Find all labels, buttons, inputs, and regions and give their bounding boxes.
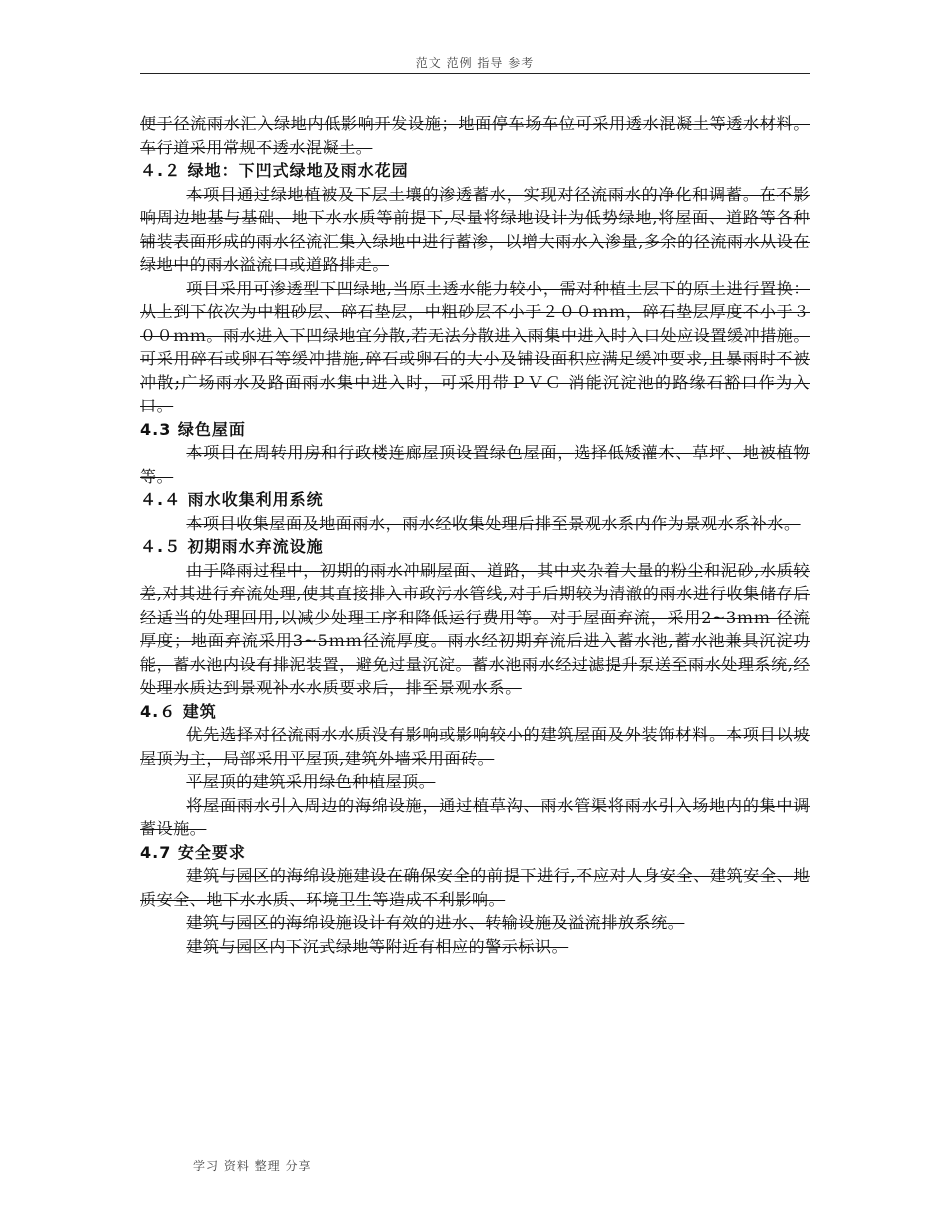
- section-heading: 4.６ 建筑: [140, 701, 217, 721]
- paragraph: 优先选择对径流雨水水质没有影响或影响较小的建筑屋面及外装饰材料。本项目以坡屋顶为主，局部采用平屋顶,建筑外墙采用面砖。: [140, 725, 810, 768]
- paragraph: 本项目通过绿地植被及下层土壤的渗透蓄水，实现对径流雨水的净化和调蓄。在不影响周边地基与基础、地下水水质等前提下,尽量将绿地设计为低势绿地,将屋面、道路等各种铺装表面形成的雨水径流汇集入绿地中进行蓄渗，以增大雨水入渗量,多余的径流雨水从设在绿地中的雨水溢流口或道路排走。: [140, 184, 810, 274]
- paragraph: 建筑与园区的海绵设施建设在确保安全的前提下进行,不应对人身安全、建筑安全、地质安全、地下水水质、环境卫生等造成不利影响。: [140, 866, 810, 909]
- section-heading: ４.５ 初期雨水弃流设施: [140, 537, 324, 556]
- header-rule: [140, 73, 810, 74]
- section-heading: 4.7 安全要求: [140, 842, 246, 862]
- page-header: 范文 范例 指导 参考: [415, 56, 535, 70]
- document-body: [140, 112, 810, 958]
- paragraph: 建筑与园区的海绵设施设计有效的进水、转输设施及溢流排放系统。: [186, 913, 685, 932]
- paragraph: 将屋面雨水引入周边的海绵设施，通过植草沟、雨水管渠将雨水引入场地内的集中调蓄设施。: [140, 795, 810, 838]
- paragraph: 便于径流雨水汇入绿地内低影响开发设施；地面停车场车位可采用透水混凝土等透水材料。车行道采用常规不透水混凝土。: [140, 114, 810, 157]
- paragraph: 项目采用可渗透型下凹绿地,当原土透水能力较小，需对种植土层下的原土进行置换：从上到下依次为中粗砂层、碎石垫层，中粗砂层不小于２００ｍｍ，碎石垫层厚度不小于３００ｍｍ。雨水进入下凹绿地宜分散,若无法分散进入雨集中进入时入口处应设置缓冲措施。可采用碎石或卵石等缓冲措施,碎石或卵石的大小及铺设面积应满足缓冲要求,且暴雨时不被冲散;广场雨水及路面雨水集中进入时，可采用带ＰＶＣ 消能沉淀池的路缘石豁口作为入口。: [140, 278, 810, 415]
- section-heading: ４.２ 绿地：下凹式绿地及雨水花园: [140, 161, 409, 180]
- page-footer: 学习 资料 整理 分享: [193, 1159, 312, 1173]
- section-heading: ４.４ 雨水收集利用系统: [140, 490, 324, 509]
- paragraph: 平屋顶的建筑采用绿色种植屋顶。: [186, 772, 436, 791]
- paragraph: 本项目在周转用房和行政楼连廊屋顶设置绿色屋面，选择低矮灌木、草坪、地被植物等。: [140, 443, 810, 486]
- paragraph: 建筑与园区内下沉式绿地等附近有相应的警示标识。: [186, 936, 569, 956]
- paragraph: 由于降雨过程中，初期的雨水冲刷屋面、道路，其中夹杂着大量的粉尘和泥砂,水质较差,对其进行弃流处理,使其直接排入市政污水管线,对于后期较为清澈的雨水进行收集储存后经适当的处理回用,以减少处理工序和降低运行费用等。对于屋面弃流，采用2~3ｍｍ 径流厚度；地面弃流采用3~5ｍｍ径流厚度。雨水经初期弃流后进入蓄水池,蓄水池兼具沉淀功能，蓄水池内设有排泥装置，避免过量沉淀。蓄水池雨水经过滤提升泵送至雨水处理系统,经处理水质达到景观补水水质要求后，排至景观水系。: [140, 560, 810, 697]
- paragraph: 本项目收集屋面及地面雨水，雨水经收集处理后排至景观水系内作为景观水系补水。: [186, 513, 801, 533]
- section-heading: 4.3 绿色屋面: [140, 419, 246, 439]
